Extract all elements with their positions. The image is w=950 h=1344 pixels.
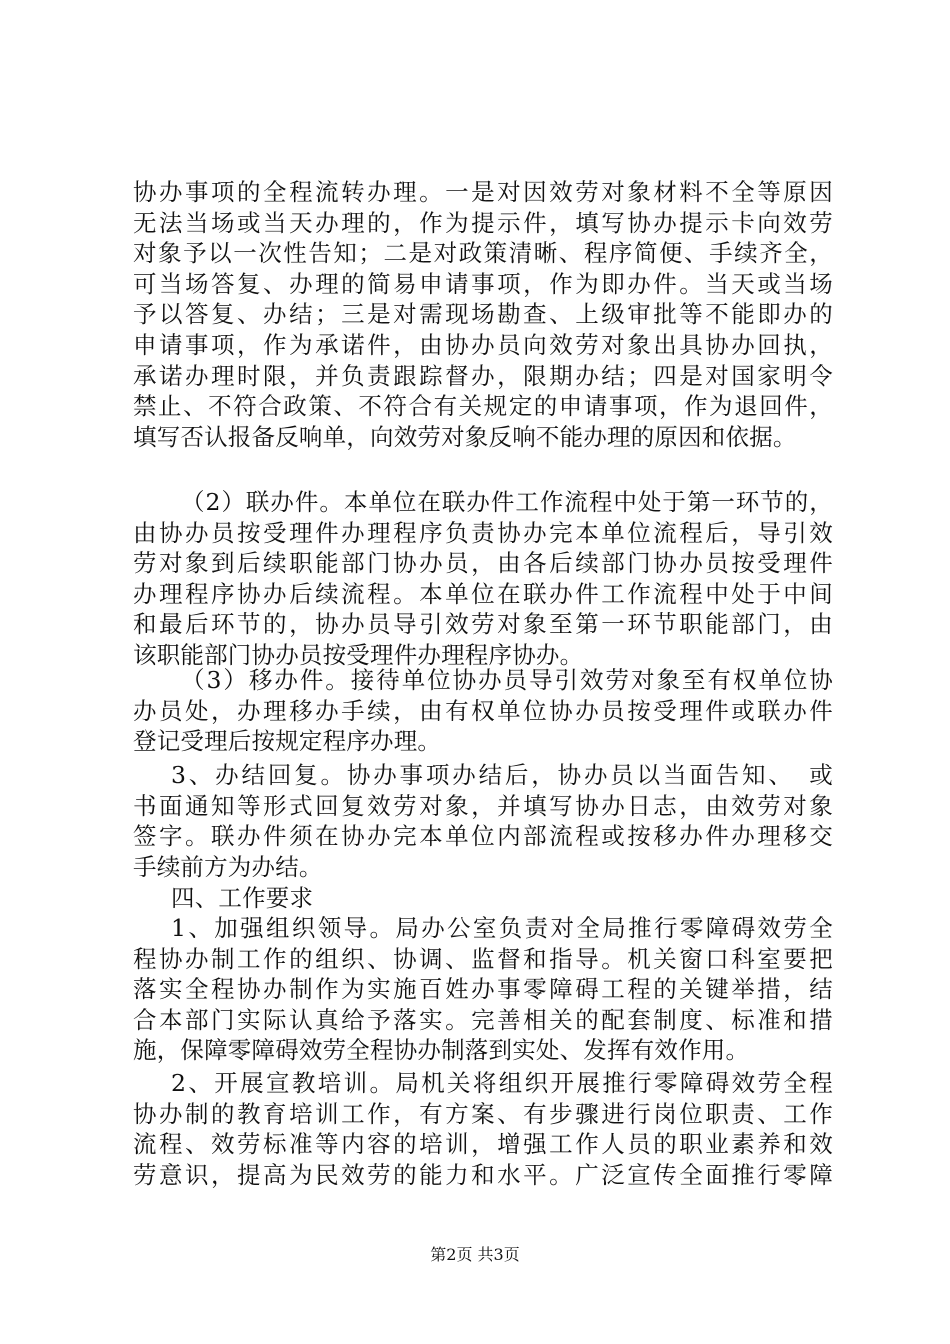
text-line: 签字。联办件须在协办完本单位内部流程或按移办件办理移交 <box>133 822 833 851</box>
text-line: 予以答复、办结；三是对需现场勘查、上级审批等不能即办的 <box>133 300 833 329</box>
text-line: 登记受理后按规定程序办理。 <box>133 727 442 756</box>
text-line: 3、办结回复。协办事项办结后，协办员以当面告知、 或 <box>171 761 833 789</box>
text-line: 对象予以一次性告知；二是对政策清晰、程序简便、手续齐全， <box>133 239 833 268</box>
text-line: 和最后环节的，协办员导引效劳对象至第一环节职能部门，由 <box>133 610 833 639</box>
text-line: 填写否认报备反响单，向效劳对象反响不能办理的原因和依据。 <box>133 422 797 451</box>
text-line: 协办制的教育培训工作，有方案、有步骤进行岗位职责、工作 <box>133 1099 833 1128</box>
text-line: 程协办制工作的组织、协调、监督和指导。机关窗口科室要把 <box>133 944 833 973</box>
text-line: 手续前方为办结。 <box>133 852 323 881</box>
text-line: 劳对象到后续职能部门协办员，由各后续部门协办员按受理件 <box>133 549 833 578</box>
text-line: 书面通知等形式回复效劳对象，并填写协办日志，由效劳对象 <box>133 791 833 820</box>
text-line: 四、工作要求 <box>171 884 314 912</box>
text-line: 协办事项的全程流转办理。一是对因效劳对象材料不全等原因 <box>133 178 833 206</box>
text-line: 办理程序协办后续流程。本单位在联办件工作流程中处于中间 <box>133 579 833 608</box>
text-line: 办员处，办理移办手续，由有权单位协办员按受理件或联办件 <box>133 696 833 725</box>
text-line: 禁止、不符合政策、不符合有关规定的申请事项，作为退回件， <box>133 392 833 421</box>
text-line: 1、加强组织领导。局办公室负责对全局推行零障碍效劳全 <box>171 914 833 942</box>
text-line: 申请事项，作为承诺件，由协办员向效劳对象出具协办回执， <box>133 331 833 359</box>
text-line: （3）移办件。接待单位协办员导引效劳对象至有权单位协 <box>181 666 833 694</box>
text-line: 流程、效劳标准等内容的培训，增强工作人员的职业素养和效 <box>133 1130 833 1159</box>
text-line: 合本部门实际认真给予落实。完善相关的配套制度、标准和措 <box>133 1005 833 1034</box>
text-line: 落实全程协办制作为实施百姓办事零障碍工程的关键举措，结 <box>133 975 833 1004</box>
text-line: 劳意识，提高为民效劳的能力和水平。广泛宣传全面推行零障 <box>133 1160 833 1189</box>
text-line: 施，保障零障碍效劳全程协办制落到实处、发挥有效作用。 <box>133 1036 750 1065</box>
text-line: 可当场答复、办理的简易申请事项，作为即办件。当天或当场 <box>133 269 833 298</box>
text-line: 承诺办理时限，并负责跟踪督办，限期办结；四是对国家明令 <box>133 361 833 390</box>
text-line: 2、开展宣教培训。局机关将组织开展推行零障碍效劳全程 <box>171 1069 833 1097</box>
text-line: 无法当场或当天办理的，作为提示件，填写协办提示卡向效劳 <box>133 208 833 237</box>
page-footer: 第2页 共3页 <box>430 1245 520 1264</box>
text-line: 该职能部门协办员按受理件办理程序协办。 <box>133 641 584 669</box>
text-line: （2）联办件。本单位在联办件工作流程中处于第一环节的， <box>181 488 833 516</box>
text-line: 由协办员按受理件办理程序负责协办完本单位流程后，导引效 <box>133 518 833 547</box>
